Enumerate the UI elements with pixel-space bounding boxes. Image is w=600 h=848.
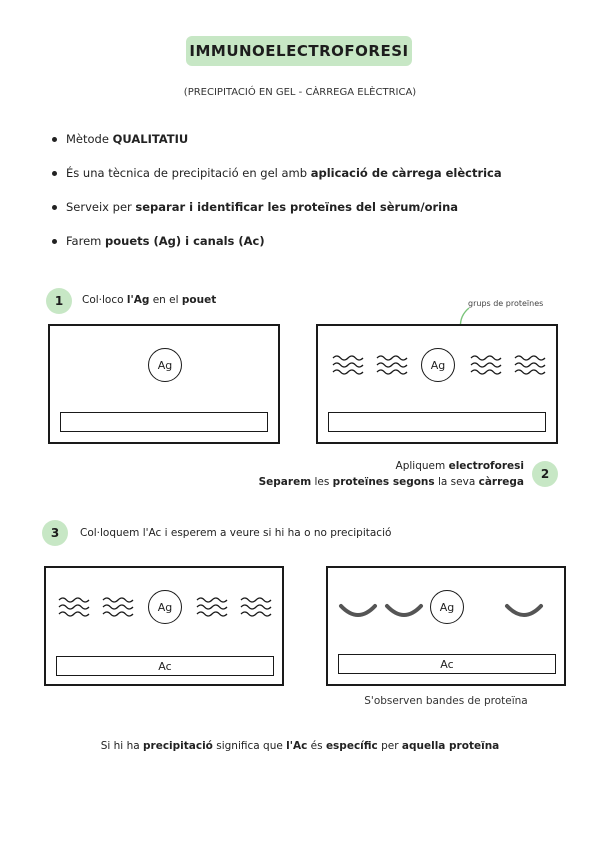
wavy-lines-icon xyxy=(102,596,134,620)
antibody-channel xyxy=(60,412,268,432)
wavy-lines-icon xyxy=(470,354,502,378)
bullet-item: És una tècnica de precipitació en gel amb aplicació de càrrega elèctrica xyxy=(50,165,502,199)
wavy-lines-icon xyxy=(58,596,90,620)
wavy-lines-icon xyxy=(332,354,364,378)
precipitation-arc-icon xyxy=(384,602,424,622)
page-title: IMMUNOELECTROFORESI xyxy=(189,42,409,60)
step-3-badge: 3 xyxy=(42,520,68,546)
step-2-text: Apliquem electroforesi Separem les proteïnes segons la seva càrrega xyxy=(258,460,524,488)
gel-diagram-4 xyxy=(326,566,566,686)
antibody-channel xyxy=(328,412,546,432)
step-1-badge: 1 xyxy=(46,288,72,314)
precipitation-arc-icon xyxy=(504,602,544,622)
conclusion-text: Si hi ha precipitació significa que l'Ac és específic per aquella proteïna xyxy=(100,740,500,752)
wavy-lines-icon xyxy=(514,354,546,378)
antigen-well: Ag xyxy=(148,348,182,382)
antigen-well: Ag xyxy=(148,590,182,624)
antibody-channel: Ac xyxy=(56,656,274,676)
step-3-text: Col·loquem l'Ac i esperem a veure si hi ha o no precipitació xyxy=(80,527,392,539)
step-1-text: Col·loco l'Ag en el pouet xyxy=(82,294,217,306)
bullet-list xyxy=(50,131,502,267)
gel-diagram-1 xyxy=(48,324,280,444)
page-subtitle: (PRECIPITACIÓ EN GEL - CÀRREGA ELÈCTRICA) xyxy=(183,87,417,98)
annotation-protein-groups: grups de proteïnes xyxy=(468,299,544,308)
bands-caption: S'observen bandes de proteïna xyxy=(364,695,528,707)
antigen-well: Ag xyxy=(421,348,455,382)
wavy-lines-icon xyxy=(376,354,408,378)
antigen-well: Ag xyxy=(430,590,464,624)
bullet-item: Farem pouets (Ag) i canals (Ac) xyxy=(50,233,502,267)
wavy-lines-icon xyxy=(240,596,272,620)
wavy-lines-icon xyxy=(196,596,228,620)
gel-diagram-2 xyxy=(316,324,558,444)
step-2-badge: 2 xyxy=(532,461,558,487)
title-banner xyxy=(186,36,412,66)
antibody-channel: Ac xyxy=(338,654,556,674)
precipitation-arc-icon xyxy=(338,602,378,622)
bullet-item: Serveix per separar i identificar les proteïnes del sèrum/orina xyxy=(50,199,502,233)
gel-diagram-3 xyxy=(44,566,284,686)
bullet-item: Mètode QUALITATIU xyxy=(50,131,502,165)
